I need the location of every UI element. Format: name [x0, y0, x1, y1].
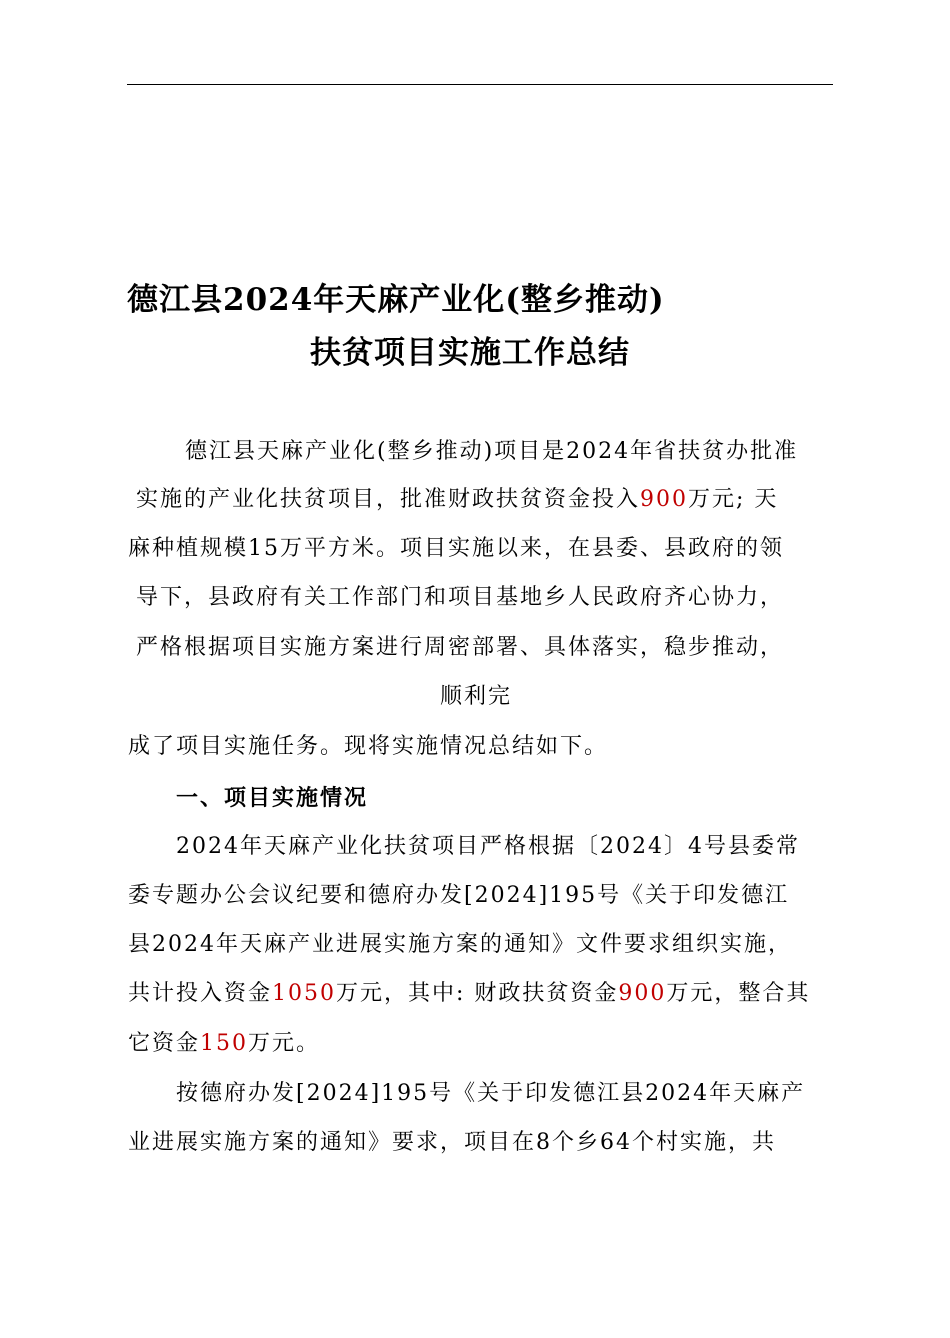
para2-line-2: 业进展实施方案的通知》要求，项目在8个乡64个村实施，共	[128, 1130, 776, 1155]
para-text: 万元。	[248, 1031, 321, 1056]
para-text: 共计投入资金	[128, 981, 273, 1006]
para1-line-2: 委专题办公会议纪要和德府办发[2024]195号《关于印发德江	[128, 883, 790, 908]
para-text: 它资金	[128, 1031, 201, 1056]
intro-line-1: 德江县天麻产业化(整乡推动)项目是2024年省扶贫办批准	[185, 439, 799, 464]
intro-line-3: 麻种植规模15万平方米。项目实施以来，在县委、县政府的领	[128, 536, 784, 561]
section-heading: 一、项目实施情况	[176, 785, 369, 811]
para2-line-1: 按德府办发[2024]195号《关于印发德江县2024年天麻产	[176, 1081, 806, 1106]
amount-highlight: 900	[640, 487, 689, 512]
para1-line-1: 2024年天麻产业化扶贫项目严格根据〔2024〕4号县委常	[176, 834, 800, 859]
intro-line-6: 顺利完	[440, 684, 513, 709]
intro-line-7: 成了项目实施任务。现将实施情况总结如下。	[128, 734, 609, 759]
intro-text: 实施的产业化扶贫项目，批准财政扶贫资金投入	[136, 487, 641, 512]
title-line-1: 德江县2024年天麻产业化(整乡推动)	[127, 282, 665, 318]
intro-line-4: 导下，县政府有关工作部门和项目基地乡人民政府齐心协力，	[136, 585, 785, 610]
amount-highlight: 1050	[272, 981, 337, 1006]
intro-line-5: 严格根据项目实施方案进行周密部署、具体落实，稳步推动，	[136, 635, 785, 660]
para-text: 万元，其中: 财政扶贫资金	[336, 981, 619, 1006]
amount-highlight: 900	[618, 981, 667, 1006]
para1-line-3: 县2024年天麻产业进展实施方案的通知》文件要求组织实施，	[128, 932, 792, 957]
para-text: 万元，整合其	[666, 981, 811, 1006]
para1-line-5	[128, 1029, 320, 1059]
amount-highlight: 150	[200, 1031, 249, 1056]
para1-line-4	[128, 979, 810, 1009]
intro-text: 万元; 天	[688, 487, 779, 512]
title-line-2: 扶贫项目实施工作总结	[310, 335, 630, 371]
intro-line-2	[136, 485, 778, 515]
header-rule	[127, 84, 833, 85]
